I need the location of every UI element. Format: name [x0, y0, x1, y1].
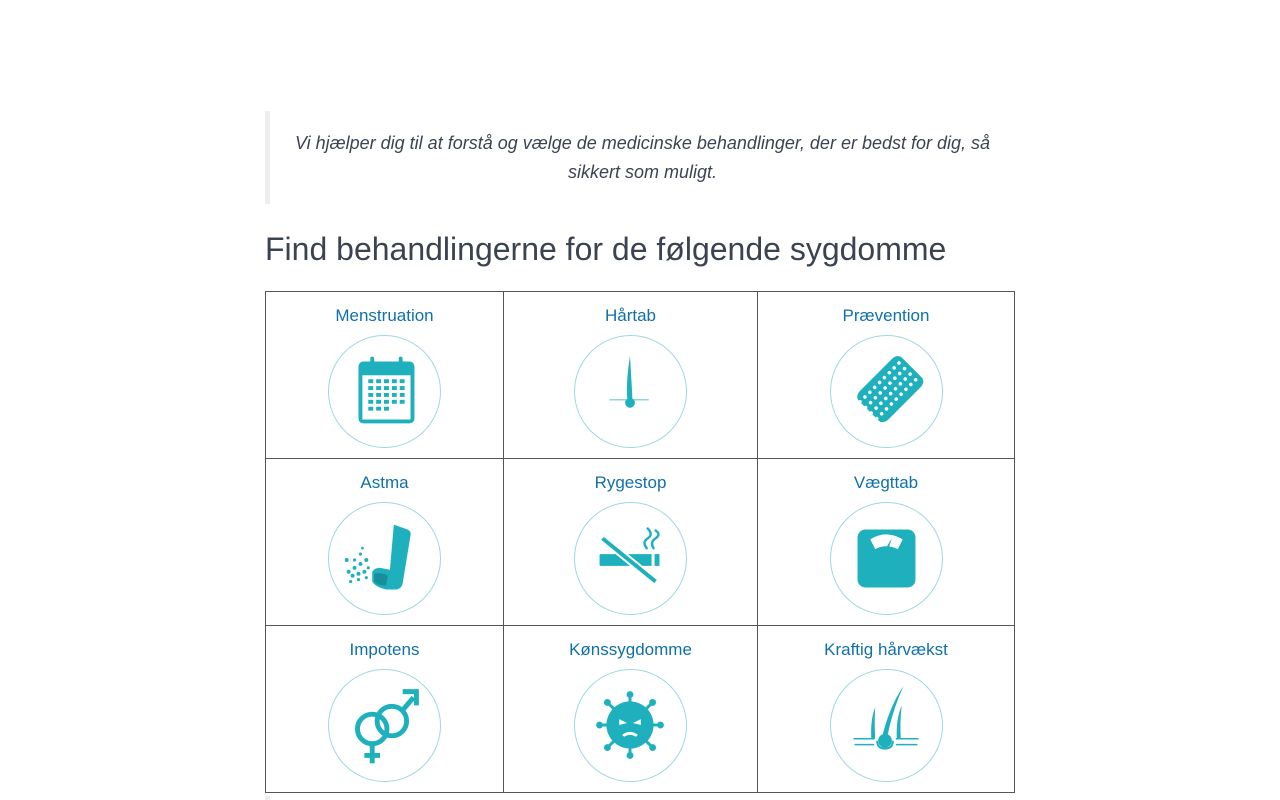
intro-blockquote [265, 111, 1015, 204]
pill-pack-icon [830, 335, 943, 448]
condition-link-astma[interactable] [266, 472, 503, 615]
condition-link-menstruation[interactable] [266, 305, 503, 448]
condition-label: Prævention [842, 306, 930, 325]
condition-label: Rygestop [594, 473, 667, 492]
gender-symbols-icon [328, 669, 441, 782]
condition-link-hartab[interactable] [504, 305, 757, 448]
conditions-grid [265, 291, 1015, 793]
condition-link-praevention[interactable] [758, 305, 1014, 448]
condition-link-rygestop[interactable] [504, 472, 757, 615]
condition-cell-menstruation [266, 292, 504, 459]
condition-cell-hartab [504, 292, 758, 459]
condition-cell-konssygdomme [504, 626, 758, 793]
condition-cell-rygestop [504, 459, 758, 626]
condition-label: Kraftig hårvækst [824, 640, 948, 659]
condition-cell-praevention [758, 292, 1015, 459]
condition-cell-kraftig-harvaekst [758, 626, 1015, 793]
hair-strand-icon [574, 335, 687, 448]
condition-label: Astma [360, 473, 409, 492]
condition-link-kraftig-harvaekst[interactable] [758, 639, 1014, 782]
intro-quote-text: Vi hjælper dig til at forstå og vælge de medicinske behandlinger, der er bedst for dig, så sikkert som muligt. [294, 132, 991, 182]
calendar-icon [328, 335, 441, 448]
scale-icon [830, 502, 943, 615]
no-smoking-icon [574, 502, 687, 615]
condition-label: Hårtab [604, 306, 657, 325]
condition-cell-impotens [266, 626, 504, 793]
inhaler-icon [328, 502, 441, 615]
section-title: Find behandlingerne for de følgende sygdomme [265, 231, 947, 267]
condition-label: Vægttab [853, 473, 919, 492]
condition-link-konssygdomme[interactable] [504, 639, 757, 782]
condition-cell-astma [266, 459, 504, 626]
condition-label: Kønssygdomme [569, 640, 692, 659]
condition-label: Menstruation [335, 306, 434, 325]
condition-cell-vaegttab [758, 459, 1015, 626]
condition-link-impotens[interactable] [266, 639, 503, 782]
condition-link-vaegttab[interactable] [758, 472, 1014, 615]
next-blockquote-edge [265, 796, 270, 800]
virus-icon [574, 669, 687, 782]
hair-growth-icon [830, 669, 943, 782]
condition-label: Impotens [349, 640, 420, 659]
